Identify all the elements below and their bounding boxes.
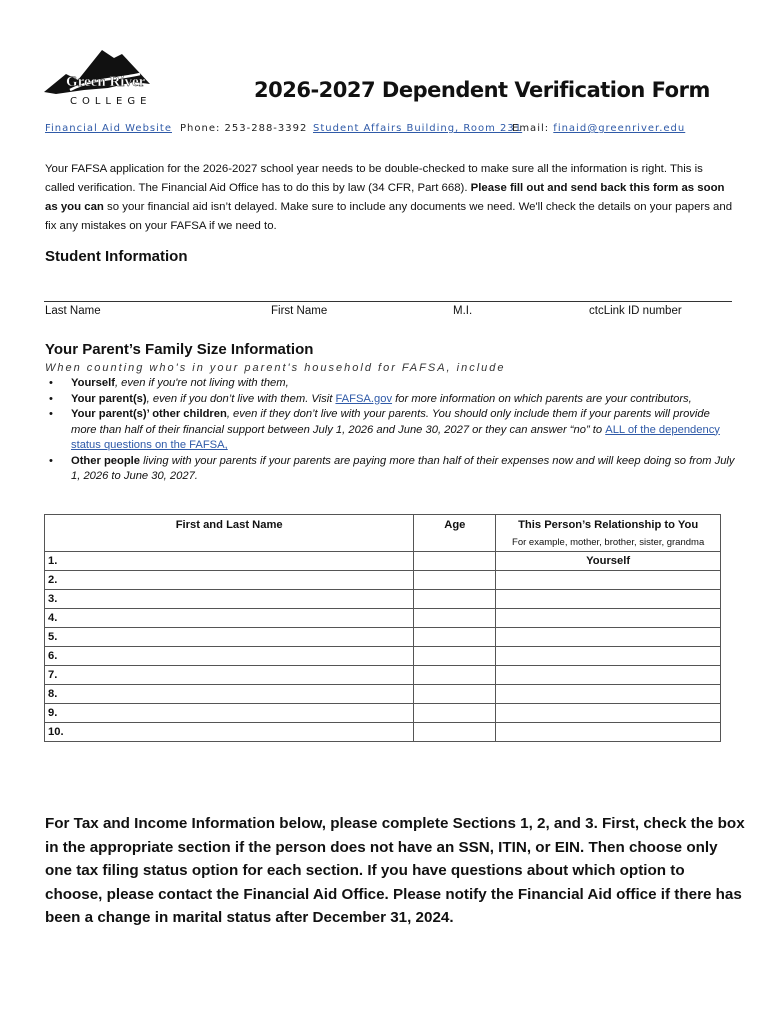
list-item: • Other people living with your parents if your parents are paying more than half of their expenses now and will keep doing so from July 1, 2026 to June 30, 2027. — [49, 454, 735, 482]
age-cell[interactable] — [414, 552, 496, 571]
row-number: 2. — [45, 571, 414, 590]
table-row — [45, 723, 721, 742]
bullet-icon: • — [49, 377, 53, 389]
bullet-icon: • — [49, 454, 53, 467]
student-info-heading: Student Information — [45, 248, 188, 265]
table-row — [45, 628, 721, 647]
email-label: Email: — [512, 123, 554, 134]
table-row — [45, 704, 721, 723]
page-title: 2026-2027 Dependent Verification Form — [254, 78, 710, 102]
header-name: First and Last Name — [45, 515, 414, 552]
intro-paragraph — [45, 160, 735, 236]
intro-text-2: so your financial aid isn’t delayed. Make sure to include any documents we need. We'll check the details on your papers and fix any mistakes on your FAFSA if we need to. — [45, 201, 733, 232]
age-cell[interactable] — [414, 571, 496, 590]
row-number: 10. — [45, 723, 414, 742]
relationship-example: For example, mother, brother, sister, grandma — [512, 537, 705, 548]
table-row — [45, 666, 721, 685]
intro-text-1: Your FAFSA application for the 2026-2027 school year needs to be double-checked to make sure all the information is right. This is called verification. The Financial Aid Office has to do this by law (34 CFR, Part 668). — [45, 163, 703, 194]
last-name-label: Last Name — [45, 305, 101, 317]
row-number: 9. — [45, 704, 414, 723]
list-item: • Yourself, even if you're not living with them, — [45, 376, 735, 392]
college-label: COLLEGE — [70, 96, 152, 107]
relationship-cell[interactable] — [496, 704, 721, 723]
relationship-cell[interactable] — [496, 628, 721, 647]
age-cell[interactable] — [414, 609, 496, 628]
table-row — [45, 647, 721, 666]
header-relationship: This Person’s Relationship to You For example, mother, brother, sister, grandma — [496, 515, 721, 552]
tax-instructions: For Tax and Income Information below, please complete Sections 1, 2, and 3. First, check the box in the appropriate section if the person does not have an SSN, ITIN, or EIN. Then choose only one tax filing status option for each section. If you have questions about which option to choose, please contact the Financial Aid Office. Please notify the Financial Aid office if there has been a change in marital status after December 31, 2024. — [45, 815, 745, 926]
family-size-heading: Your Parent’s Family Size Information — [45, 341, 314, 358]
table-header-row — [45, 515, 721, 552]
age-cell[interactable] — [414, 590, 496, 609]
age-cell[interactable] — [414, 628, 496, 647]
row-number: 6. — [45, 647, 414, 666]
age-cell[interactable] — [414, 685, 496, 704]
list-item: • Your parent(s)’ other children, even if they don’t live with your parents. You should only include them if your parents will provide more than half of their financial support between July 1, 2026 and June 30, 2027 or they can answer “no” to ALL of the dependency status questions on the FAFSA, — [49, 408, 720, 451]
mountain-logo-icon — [44, 44, 170, 96]
student-info-line — [44, 301, 732, 302]
first-name-label: First Name — [271, 305, 328, 317]
list-item: • Your parent(s), even if you don’t live with them. Visit FAFSA.gov for more information on which parents are your contributors, — [45, 392, 735, 408]
row-number: 4. — [45, 609, 414, 628]
relationship-cell[interactable] — [496, 590, 721, 609]
phone-number: Phone: 253-288-3392 — [180, 123, 308, 134]
relationship-cell[interactable] — [496, 685, 721, 704]
dependency-questions-link[interactable]: ALL of the dependency status questions on the FAFSA, — [71, 423, 720, 451]
table-row — [45, 609, 721, 628]
address-link[interactable]: Student Affairs Building, Room 231 — [313, 123, 523, 134]
relationship-cell[interactable] — [496, 723, 721, 742]
email-link[interactable]: finaid@greenriver.edu — [553, 123, 686, 134]
age-cell[interactable] — [414, 704, 496, 723]
age-cell[interactable] — [414, 666, 496, 685]
bullet-icon: • — [49, 392, 53, 405]
table-row — [45, 590, 721, 609]
table-row — [45, 571, 721, 590]
household-table — [44, 514, 721, 742]
relationship-cell[interactable] — [496, 609, 721, 628]
intro-bold-text: Please fill out and send back this form as soon as you can — [45, 182, 725, 213]
relationship-cell: Yourself — [496, 552, 721, 571]
middle-initial-label: M.I. — [453, 305, 473, 317]
row-number: 3. — [45, 590, 414, 609]
family-size-subheading: When counting who's in your parent's household for FAFSA, include — [45, 362, 506, 374]
table-row — [45, 552, 721, 571]
household-bullet-list — [45, 376, 735, 485]
ctclink-id-label: ctcLink ID number — [589, 305, 682, 317]
table-row — [45, 685, 721, 704]
row-number: 1. — [45, 552, 414, 571]
age-cell[interactable] — [414, 723, 496, 742]
row-number: 8. — [45, 685, 414, 704]
age-cell[interactable] — [414, 647, 496, 666]
header-age: Age — [414, 515, 496, 552]
financial-aid-website-link[interactable]: Financial Aid Website — [45, 123, 172, 134]
relationship-cell[interactable] — [496, 647, 721, 666]
relationship-cell[interactable] — [496, 666, 721, 685]
relationship-cell[interactable] — [496, 571, 721, 590]
svg-text:Green River: Green River — [66, 74, 146, 90]
row-number: 7. — [45, 666, 414, 685]
email-line — [512, 123, 685, 134]
row-number: 5. — [45, 628, 414, 647]
bullet-icon: • — [49, 408, 53, 420]
fafsa-gov-link[interactable]: FAFSA.gov — [335, 392, 393, 405]
